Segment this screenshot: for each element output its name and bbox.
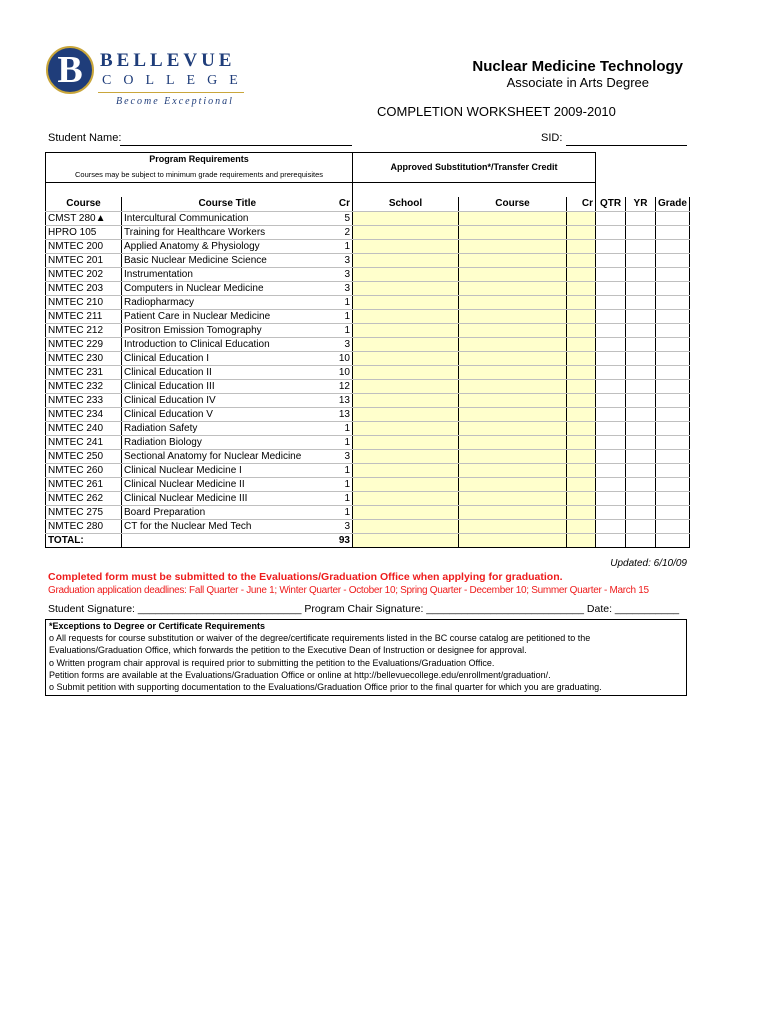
total-label: TOTAL: <box>46 533 122 547</box>
exception-line: o Written program chair approval is required prior to submitting the petition to the Evaluations/Graduation Office. <box>49 657 495 668</box>
course-code: NMTEC 260 <box>46 463 122 477</box>
course-row <box>46 309 690 323</box>
course-title: Positron Emission Tomography <box>122 323 333 337</box>
course-code: NMTEC 201 <box>46 253 122 267</box>
yr-cell[interactable] <box>626 449 656 463</box>
substitute-credits-cell[interactable] <box>567 351 596 365</box>
grade-cell[interactable] <box>656 421 690 435</box>
school-cell[interactable] <box>353 519 459 533</box>
program-chair-signature[interactable]: Program Chair Signature: ___________________________ <box>304 603 584 615</box>
signature-line <box>48 603 679 615</box>
course-credits: 12 <box>333 379 353 393</box>
yr-cell[interactable] <box>626 351 656 365</box>
course-grid <box>45 152 690 548</box>
course-row <box>46 365 690 379</box>
course-title: Clinical Education II <box>122 365 333 379</box>
yr-cell[interactable] <box>626 337 656 351</box>
course-credits: 3 <box>333 281 353 295</box>
student-signature[interactable]: Student Signature: ____________________________ <box>48 603 302 615</box>
qtr-cell[interactable] <box>596 365 626 379</box>
substitute-credits-cell[interactable] <box>567 421 596 435</box>
course-title: Clinical Education V <box>122 407 333 421</box>
grade-cell[interactable] <box>656 225 690 239</box>
substitute-course-cell[interactable] <box>459 295 567 309</box>
course-credits: 1 <box>333 309 353 323</box>
qtr-cell[interactable] <box>596 281 626 295</box>
course-credits: 1 <box>333 323 353 337</box>
course-row <box>46 267 690 281</box>
course-code: NMTEC 231 <box>46 365 122 379</box>
yr-cell[interactable] <box>626 295 656 309</box>
course-title: Radiopharmacy <box>122 295 333 309</box>
yr-cell[interactable] <box>626 253 656 267</box>
grade-cell[interactable] <box>656 379 690 393</box>
grade-cell[interactable] <box>656 477 690 491</box>
grade-cell[interactable] <box>656 267 690 281</box>
substitute-course-cell[interactable] <box>459 477 567 491</box>
course-credits: 3 <box>333 337 353 351</box>
course-title: Basic Nuclear Medicine Science <box>122 253 333 267</box>
substitute-course-cell[interactable] <box>459 505 567 519</box>
yr-cell[interactable] <box>626 281 656 295</box>
course-row <box>46 421 690 435</box>
yr-cell[interactable] <box>626 365 656 379</box>
school-cell[interactable] <box>353 407 459 421</box>
col-qtr: QTR <box>596 197 626 211</box>
substitute-course-cell[interactable] <box>459 323 567 337</box>
substitute-course-cell[interactable] <box>459 519 567 533</box>
substitute-credits-cell[interactable] <box>567 463 596 477</box>
course-row <box>46 463 690 477</box>
student-name-label: Student Name: <box>48 132 122 144</box>
course-row <box>46 323 690 337</box>
substitute-credits-cell[interactable] <box>567 365 596 379</box>
qtr-cell[interactable] <box>596 505 626 519</box>
course-credits: 10 <box>333 351 353 365</box>
school-cell[interactable] <box>353 253 459 267</box>
exceptions-heading: *Exceptions to Degree or Certificate Requirements <box>49 621 266 631</box>
substitute-course-cell[interactable] <box>459 379 567 393</box>
school-cell[interactable] <box>353 533 459 547</box>
course-title: Training for Healthcare Workers <box>122 225 333 239</box>
course-code: NMTEC 203 <box>46 281 122 295</box>
course-row <box>46 477 690 491</box>
school-cell[interactable] <box>353 239 459 253</box>
substitute-course-cell[interactable] <box>459 253 567 267</box>
qtr-cell[interactable] <box>596 225 626 239</box>
course-row <box>46 337 690 351</box>
qtr-cell[interactable] <box>596 477 626 491</box>
school-cell[interactable] <box>353 477 459 491</box>
substitute-credits-cell[interactable] <box>567 449 596 463</box>
course-credits: 1 <box>333 491 353 505</box>
school-cell[interactable] <box>353 449 459 463</box>
course-title: Clinical Nuclear Medicine I <box>122 463 333 477</box>
qtr-cell[interactable] <box>596 337 626 351</box>
col-yr: YR <box>626 197 656 211</box>
substitute-credits-cell[interactable] <box>567 211 596 225</box>
course-row <box>46 519 690 533</box>
substitute-credits-cell[interactable] <box>567 281 596 295</box>
course-title: Sectional Anatomy for Nuclear Medicine <box>122 449 333 463</box>
school-cell[interactable] <box>353 491 459 505</box>
course-code: NMTEC 234 <box>46 407 122 421</box>
yr-cell[interactable] <box>626 309 656 323</box>
yr-cell[interactable] <box>626 519 656 533</box>
grade-cell[interactable] <box>656 407 690 421</box>
col-sub-cr: Cr <box>567 197 596 211</box>
substitute-course-cell[interactable] <box>459 463 567 477</box>
college-logo-seal <box>46 46 94 94</box>
qtr-cell[interactable] <box>596 211 626 225</box>
yr-cell[interactable] <box>626 267 656 281</box>
substitute-credits-cell[interactable] <box>567 267 596 281</box>
grade-cell[interactable] <box>656 323 690 337</box>
course-row <box>46 393 690 407</box>
course-credits: 1 <box>333 295 353 309</box>
graduation-deadlines: Graduation application deadlines: Fall Quarter - June 1; Winter Quarter - October 10; Spring Quarter - December 10; Summer Quarter - March 15 <box>48 585 649 596</box>
substitute-credits-cell[interactable] <box>567 407 596 421</box>
course-title: Clinical Education I <box>122 351 333 365</box>
logo-college: COLLEGE <box>102 73 250 88</box>
yr-cell[interactable] <box>626 211 656 225</box>
course-title: Instrumentation <box>122 267 333 281</box>
grade-cell[interactable] <box>656 393 690 407</box>
course-credits: 13 <box>333 393 353 407</box>
qtr-cell[interactable] <box>596 435 626 449</box>
course-code: NMTEC 240 <box>46 421 122 435</box>
logo-letter: B <box>57 49 83 91</box>
school-cell[interactable] <box>353 351 459 365</box>
school-cell[interactable] <box>353 393 459 407</box>
substitute-course-cell[interactable] <box>459 421 567 435</box>
col-course-title: Course Title <box>122 197 333 211</box>
total-credits: 93 <box>333 533 353 547</box>
yr-cell[interactable] <box>626 477 656 491</box>
course-code: NMTEC 233 <box>46 393 122 407</box>
substitute-course-cell[interactable] <box>459 491 567 505</box>
yr-cell[interactable] <box>626 505 656 519</box>
substitute-course-cell[interactable] <box>459 393 567 407</box>
logo-name: BELLEVUE <box>100 50 236 71</box>
substitution-heading: Approved Substitution*/Transfer Credit <box>353 153 596 183</box>
school-cell[interactable] <box>353 295 459 309</box>
school-cell[interactable] <box>353 323 459 337</box>
exception-line: o All requests for course substitution or waiver of the degree/certificate requirements listed in the BC course catalog are petitioned to the <box>49 633 591 644</box>
updated-date: Updated: 6/10/09 <box>610 558 687 569</box>
course-code: NMTEC 229 <box>46 337 122 351</box>
school-cell[interactable] <box>353 225 459 239</box>
school-cell[interactable] <box>353 267 459 281</box>
course-row <box>46 351 690 365</box>
exceptions-box <box>45 619 687 696</box>
yr-cell[interactable] <box>626 421 656 435</box>
yr-cell[interactable] <box>626 407 656 421</box>
course-credits: 2 <box>333 225 353 239</box>
substitute-credits-cell[interactable] <box>567 533 596 547</box>
course-code: NMTEC 261 <box>46 477 122 491</box>
course-code: NMTEC 275 <box>46 505 122 519</box>
course-credits: 13 <box>333 407 353 421</box>
course-title: Clinical Education IV <box>122 393 333 407</box>
program-title: Nuclear Medicine Technology <box>472 58 683 75</box>
grade-cell[interactable] <box>656 519 690 533</box>
yr-cell[interactable] <box>626 393 656 407</box>
submission-notice: Completed form must be submitted to the Evaluations/Graduation Office when applying for graduation. <box>48 571 563 583</box>
course-code: NMTEC 250 <box>46 449 122 463</box>
course-code: NMTEC 241 <box>46 435 122 449</box>
total-spacer <box>122 533 333 547</box>
school-cell[interactable] <box>353 463 459 477</box>
qtr-cell[interactable] <box>596 407 626 421</box>
grade-cell[interactable] <box>656 253 690 267</box>
course-credits: 10 <box>333 365 353 379</box>
substitute-credits-cell[interactable] <box>567 435 596 449</box>
yr-cell[interactable] <box>626 323 656 337</box>
school-cell[interactable] <box>353 337 459 351</box>
course-title: Clinical Nuclear Medicine II <box>122 477 333 491</box>
substitute-course-cell[interactable] <box>459 533 567 547</box>
course-code: NMTEC 232 <box>46 379 122 393</box>
substitute-credits-cell[interactable] <box>567 295 596 309</box>
course-credits: 1 <box>333 421 353 435</box>
yr-cell[interactable] <box>626 435 656 449</box>
sid-field[interactable] <box>566 145 687 146</box>
qtr-cell[interactable] <box>596 393 626 407</box>
course-credits: 1 <box>333 477 353 491</box>
grade-requirements-note: Courses may be subject to minimum grade requirements and prerequisites <box>46 166 353 182</box>
qtr-cell[interactable] <box>596 309 626 323</box>
yr-cell[interactable] <box>626 379 656 393</box>
course-title: CT for the Nuclear Med Tech <box>122 519 333 533</box>
course-code: NMTEC 262 <box>46 491 122 505</box>
course-code: NMTEC 200 <box>46 239 122 253</box>
signature-date[interactable]: Date: ___________ <box>586 603 680 615</box>
course-row <box>46 379 690 393</box>
student-name-field[interactable] <box>120 145 352 146</box>
substitute-credits-cell[interactable] <box>567 239 596 253</box>
course-code: NMTEC 202 <box>46 267 122 281</box>
grade-cell[interactable] <box>656 533 690 547</box>
course-title: Clinical Education III <box>122 379 333 393</box>
yr-cell[interactable] <box>626 239 656 253</box>
substitute-course-cell[interactable] <box>459 435 567 449</box>
school-cell[interactable] <box>353 421 459 435</box>
substitute-credits-cell[interactable] <box>567 519 596 533</box>
col-grade: Grade <box>656 197 690 211</box>
course-title: Patient Care in Nuclear Medicine <box>122 309 333 323</box>
course-credits: 1 <box>333 435 353 449</box>
grade-cell[interactable] <box>656 491 690 505</box>
substitute-course-cell[interactable] <box>459 239 567 253</box>
substitute-course-cell[interactable] <box>459 225 567 239</box>
course-row <box>46 281 690 295</box>
qtr-cell[interactable] <box>596 239 626 253</box>
course-credits: 1 <box>333 463 353 477</box>
grade-cell[interactable] <box>656 239 690 253</box>
logo-tagline: Become Exceptional <box>116 96 234 107</box>
grade-cell[interactable] <box>656 365 690 379</box>
yr-cell[interactable] <box>626 491 656 505</box>
course-row <box>46 505 690 519</box>
substitute-credits-cell[interactable] <box>567 253 596 267</box>
grade-cell[interactable] <box>656 449 690 463</box>
course-code: NMTEC 212 <box>46 323 122 337</box>
school-cell[interactable] <box>353 211 459 225</box>
substitute-course-cell[interactable] <box>459 351 567 365</box>
qtr-cell[interactable] <box>596 295 626 309</box>
qtr-cell[interactable] <box>596 379 626 393</box>
course-row <box>46 449 690 463</box>
substitute-credits-cell[interactable] <box>567 309 596 323</box>
qtr-cell[interactable] <box>596 449 626 463</box>
substitute-credits-cell[interactable] <box>567 477 596 491</box>
qtr-cell[interactable] <box>596 533 626 547</box>
grade-cell[interactable] <box>656 295 690 309</box>
grade-cell[interactable] <box>656 309 690 323</box>
course-credits: 3 <box>333 267 353 281</box>
course-title: Intercultural Communication <box>122 211 333 225</box>
substitute-credits-cell[interactable] <box>567 379 596 393</box>
school-cell[interactable] <box>353 505 459 519</box>
school-cell[interactable] <box>353 281 459 295</box>
course-code: NMTEC 280 <box>46 519 122 533</box>
course-code: NMTEC 210 <box>46 295 122 309</box>
qtr-cell[interactable] <box>596 519 626 533</box>
substitute-course-cell[interactable] <box>459 281 567 295</box>
yr-cell[interactable] <box>626 463 656 477</box>
course-credits: 1 <box>333 505 353 519</box>
course-code: CMST 280▲ <box>46 211 122 225</box>
substitute-course-cell[interactable] <box>459 449 567 463</box>
qtr-cell[interactable] <box>596 267 626 281</box>
yr-cell[interactable] <box>626 225 656 239</box>
grade-cell[interactable] <box>656 337 690 351</box>
exception-line: o Submit petition with supporting documentation to the Evaluations/Graduation Office prior to the final quarter for which you are graduating. <box>49 682 602 693</box>
course-row <box>46 225 690 239</box>
course-row <box>46 239 690 253</box>
course-row <box>46 491 690 505</box>
course-code: HPRO 105 <box>46 225 122 239</box>
course-row <box>46 407 690 421</box>
substitute-course-cell[interactable] <box>459 407 567 421</box>
sid-label: SID: <box>541 132 563 144</box>
course-credits: 3 <box>333 449 353 463</box>
col-cr: Cr <box>333 197 353 211</box>
grade-cell[interactable] <box>656 351 690 365</box>
grade-cell[interactable] <box>656 505 690 519</box>
substitute-credits-cell[interactable] <box>567 393 596 407</box>
qtr-cell[interactable] <box>596 351 626 365</box>
course-title: Computers in Nuclear Medicine <box>122 281 333 295</box>
yr-cell[interactable] <box>626 533 656 547</box>
course-title: Clinical Nuclear Medicine III <box>122 491 333 505</box>
logo-divider <box>98 92 244 93</box>
school-cell[interactable] <box>353 435 459 449</box>
substitute-course-cell[interactable] <box>459 365 567 379</box>
course-title: Radiation Safety <box>122 421 333 435</box>
course-credits: 5 <box>333 211 353 225</box>
col-school: School <box>353 197 459 211</box>
course-title: Radiation Biology <box>122 435 333 449</box>
exception-line: Evaluations/Graduation Office, which forwards the petition to the Executive Dean of Instruction or designee for approval. <box>49 645 527 656</box>
substitute-course-cell[interactable] <box>459 267 567 281</box>
course-row <box>46 295 690 309</box>
course-code: NMTEC 211 <box>46 309 122 323</box>
school-cell[interactable] <box>353 365 459 379</box>
qtr-cell[interactable] <box>596 463 626 477</box>
course-credits: 3 <box>333 253 353 267</box>
substitute-credits-cell[interactable] <box>567 323 596 337</box>
school-cell[interactable] <box>353 309 459 323</box>
qtr-cell[interactable] <box>596 253 626 267</box>
worksheet-title: COMPLETION WORKSHEET 2009-2010 <box>377 104 616 119</box>
exception-line: Petition forms are available at the Evaluations/Graduation Office or online at http://bellevuecollege.edu/enrollment/graduation/. <box>49 669 551 680</box>
substitute-credits-cell[interactable] <box>567 225 596 239</box>
qtr-cell[interactable] <box>596 421 626 435</box>
course-code: NMTEC 230 <box>46 351 122 365</box>
substitute-course-cell[interactable] <box>459 337 567 351</box>
total-row <box>46 533 690 547</box>
course-title: Introduction to Clinical Education <box>122 337 333 351</box>
degree-subtitle: Associate in Arts Degree <box>506 75 649 90</box>
school-cell[interactable] <box>353 379 459 393</box>
course-row <box>46 253 690 267</box>
course-title: Applied Anatomy & Physiology <box>122 239 333 253</box>
program-requirements-heading: Program Requirements <box>46 153 353 167</box>
substitute-course-cell[interactable] <box>459 211 567 225</box>
grade-cell[interactable] <box>656 211 690 225</box>
substitute-credits-cell[interactable] <box>567 505 596 519</box>
col-course: Course <box>46 197 122 211</box>
grade-cell[interactable] <box>656 463 690 477</box>
substitute-credits-cell[interactable] <box>567 337 596 351</box>
qtr-cell[interactable] <box>596 491 626 505</box>
course-row <box>46 435 690 449</box>
grade-cell[interactable] <box>656 435 690 449</box>
col-sub-course: Course <box>459 197 567 211</box>
course-row <box>46 211 690 225</box>
course-credits: 3 <box>333 519 353 533</box>
grade-cell[interactable] <box>656 281 690 295</box>
course-title: Board Preparation <box>122 505 333 519</box>
course-credits: 1 <box>333 239 353 253</box>
substitute-course-cell[interactable] <box>459 309 567 323</box>
substitute-credits-cell[interactable] <box>567 491 596 505</box>
qtr-cell[interactable] <box>596 323 626 337</box>
